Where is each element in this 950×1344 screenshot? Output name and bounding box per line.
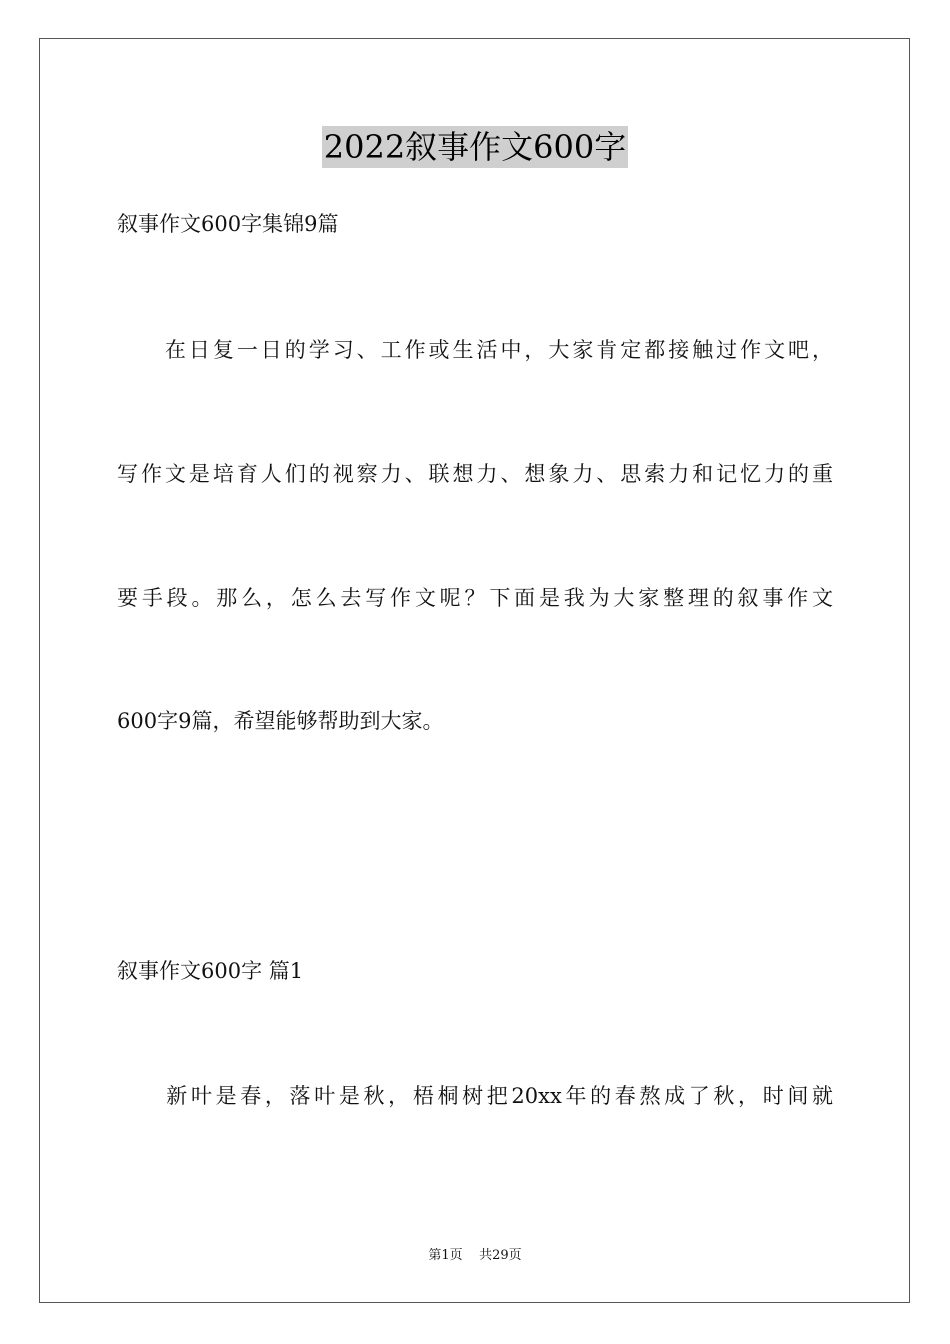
intro-line-3: 要手段。那么，怎么去写作文呢？下面是我为大家整理的叙事作文: [117, 586, 833, 610]
section-heading: 叙事作文600字 篇1: [117, 959, 304, 983]
title-wrap: [0, 126, 950, 168]
intro-line-2: 写作文是培育人们的视察力、联想力、想象力、思索力和记忆力的重: [117, 462, 833, 486]
intro-line-1: 在日复一日的学习、工作或生活中，大家肯定都接触过作文吧，: [117, 338, 833, 362]
intro-line-4: 600字9篇，希望能够帮助到大家。: [117, 709, 444, 733]
document-subtitle: 叙事作文600字集锦9篇: [117, 212, 339, 236]
section-line-1: 新叶是春，落叶是秋，梧桐树把20xx年的春熬成了秋，时间就: [117, 1084, 833, 1108]
document-title: 2022叙事作文600字: [323, 128, 627, 166]
page-footer: 第1页 共29页: [428, 1248, 522, 1263]
